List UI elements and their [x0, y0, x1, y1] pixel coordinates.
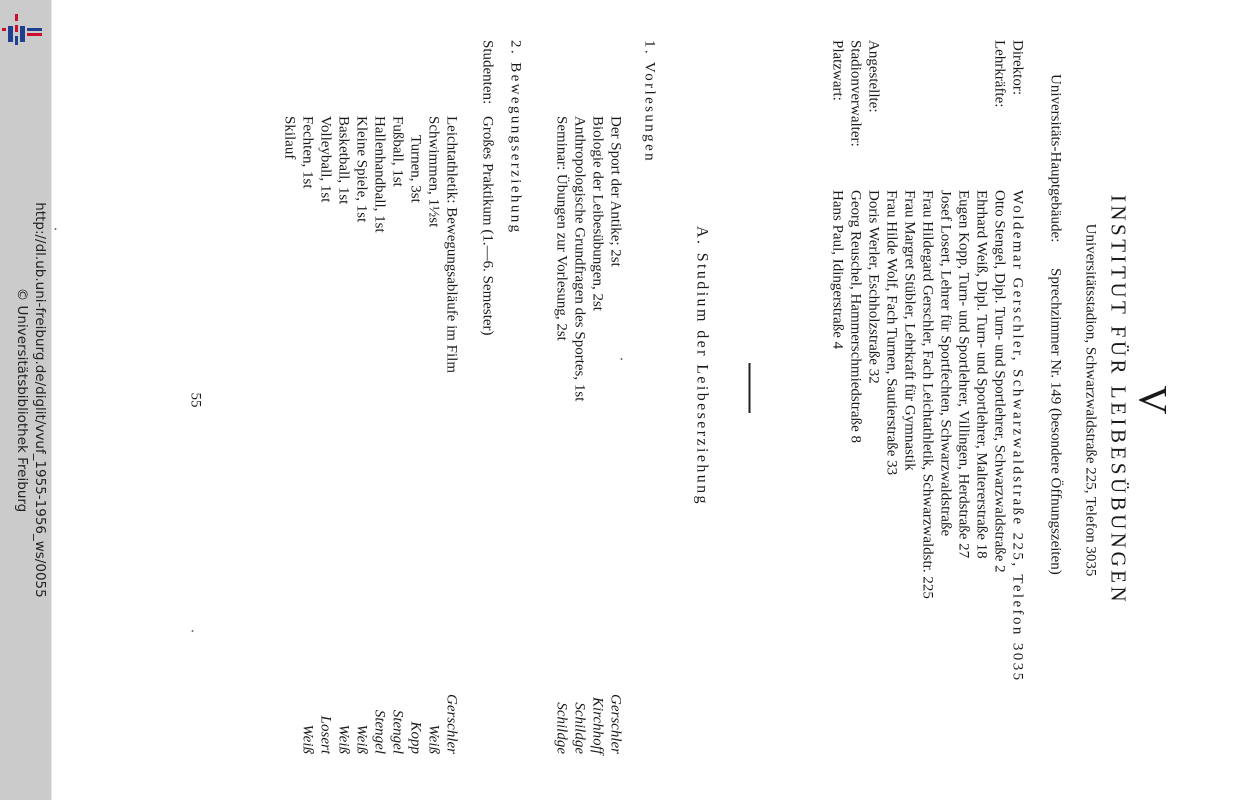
movement-heading: 2. Bewegungserziehung	[507, 40, 524, 235]
lecture-teacher: Schildge	[553, 702, 570, 754]
activity-course: Fußball, 1st	[389, 116, 406, 187]
director-label: Direktor:	[1009, 40, 1026, 95]
groundskeeper-label: Platzwart:	[829, 40, 846, 101]
activity-teacher: Stengel	[371, 709, 388, 754]
scan-area	[52, 0, 1237, 800]
teacher-line: Josef Losert, Lehrer für Sportfechten, Schwarzwaldstraße	[937, 190, 954, 537]
teacher-line: Frau Hildegard Gerschler, Fach Leichtathletik, Schwarzwaldstr. 225	[919, 190, 936, 599]
section-title: A. Studium der Leibeserziehung	[693, 226, 711, 506]
scan-speck	[55, 228, 57, 230]
activity-course: Leichtathletik: Bewegungsabläufe im Film	[443, 116, 460, 374]
stadium-manager-label: Stadionverwalter:	[847, 40, 864, 147]
scan-speck	[192, 630, 194, 632]
students-label: Studenten:	[479, 40, 496, 105]
lecture-course: Seminar: Übungen zur Vorlesung, 2st	[553, 116, 570, 341]
director	[1009, 190, 1027, 683]
activity-teacher: Weiß	[335, 724, 352, 754]
activity-teacher: Weiß	[299, 724, 316, 754]
activity-teacher: Weiß	[425, 724, 442, 754]
source-url[interactable]: http://dl.ub.uni-freiburg.de/diglit/vvuf_1955-1956_ws/0055	[32, 202, 48, 598]
lectures-heading: 1. Vorlesungen	[641, 40, 658, 164]
teacher-line: Frau Margret Stübler, Lehrkraft für Gymnastik	[901, 190, 918, 471]
activity-teacher: Weiß	[353, 724, 370, 754]
activity-teacher: Stengel	[389, 709, 406, 754]
separator-line	[749, 363, 751, 413]
practicum: Großes Praktikum (1.—6. Semester)	[479, 116, 496, 336]
director-text: Woldemar Gerschler, Schwarzwaldstraße 225, Telefon 3035	[1009, 190, 1026, 683]
activity-course: Basketball, 1st	[335, 116, 352, 205]
teacher-line: Ehrhard Weiß, Dipl. Turn- und Sportlehrer, Maltererstraße 18	[973, 190, 990, 559]
teacher-line: Eugen Kopp, Turn- und Sportlehrer, Villingen, Herdstraße 27	[955, 190, 972, 559]
activity-course: Skilauf	[281, 116, 298, 160]
source-info	[3, 0, 49, 800]
office-label: Universitäts-Hauptgebäude:	[1047, 74, 1064, 243]
office-text: Sprechzimmer Nr. 149 (besondere Öffnungszeiten)	[1047, 268, 1064, 575]
lecture-teacher: Kirchhoff	[589, 697, 606, 754]
lecture-teacher: Schildge	[571, 702, 588, 754]
groundskeeper: Hans Paul, Idingerstraße 4	[829, 190, 846, 350]
employee: Doris Werler, Eschholzstraße 32	[865, 190, 882, 384]
activity-course: Hallenhandball, 1st	[371, 116, 388, 233]
document-page	[52, 0, 1237, 800]
activity-course: Fechten, 1st	[299, 116, 316, 189]
teacher-line: Otto Stengel, Dipl. Turn- und Sportlehrer, Schwarzwaldstraße 2	[991, 190, 1008, 573]
copyright-notice: © Universitätsbibliothek Freiburg	[14, 287, 30, 513]
activity-teacher: Kopp	[407, 721, 424, 754]
lecture-teacher: Gerschler	[607, 694, 624, 754]
institute-title: INSTITUT FÜR LEIBESÜBUNGEN	[1106, 194, 1131, 606]
teacher-line: Frau Hilde Wolf, Fach Turnen, Sautierstraße 33	[883, 190, 900, 476]
lecture-course: Anthropologische Grundfragen des Sportes, 1st	[571, 116, 588, 402]
institute-address: Universitätsstadion, Schwarzwaldstraße 225, Telefon 3035	[1082, 223, 1099, 577]
scan-speck	[621, 358, 623, 360]
teachers-label: Lehrkräfte:	[991, 40, 1008, 108]
lecture-course: Der Sport der Antike; 2st	[607, 116, 624, 267]
activity-teacher: Losert	[317, 715, 334, 754]
employee-label: Angestellte:	[865, 40, 882, 113]
page-number: 55	[187, 392, 204, 408]
activity-course: Schwimmen, 1½st	[425, 116, 442, 228]
lecture-course: Biologie der Leibesübungen, 2st	[589, 116, 606, 311]
chapter-numeral: V	[1130, 385, 1176, 415]
stadium-manager: Georg Reuschel, Hammerschmiedstraße 8	[847, 190, 864, 443]
activity-course: Volleyball, 1st	[317, 116, 334, 203]
viewer-margin	[0, 0, 52, 800]
activity-course: Kleine Spiele, 1st	[353, 116, 370, 223]
activity-course: Turnen, 3st	[407, 135, 424, 203]
activity-teacher: Gerschler	[443, 694, 460, 754]
